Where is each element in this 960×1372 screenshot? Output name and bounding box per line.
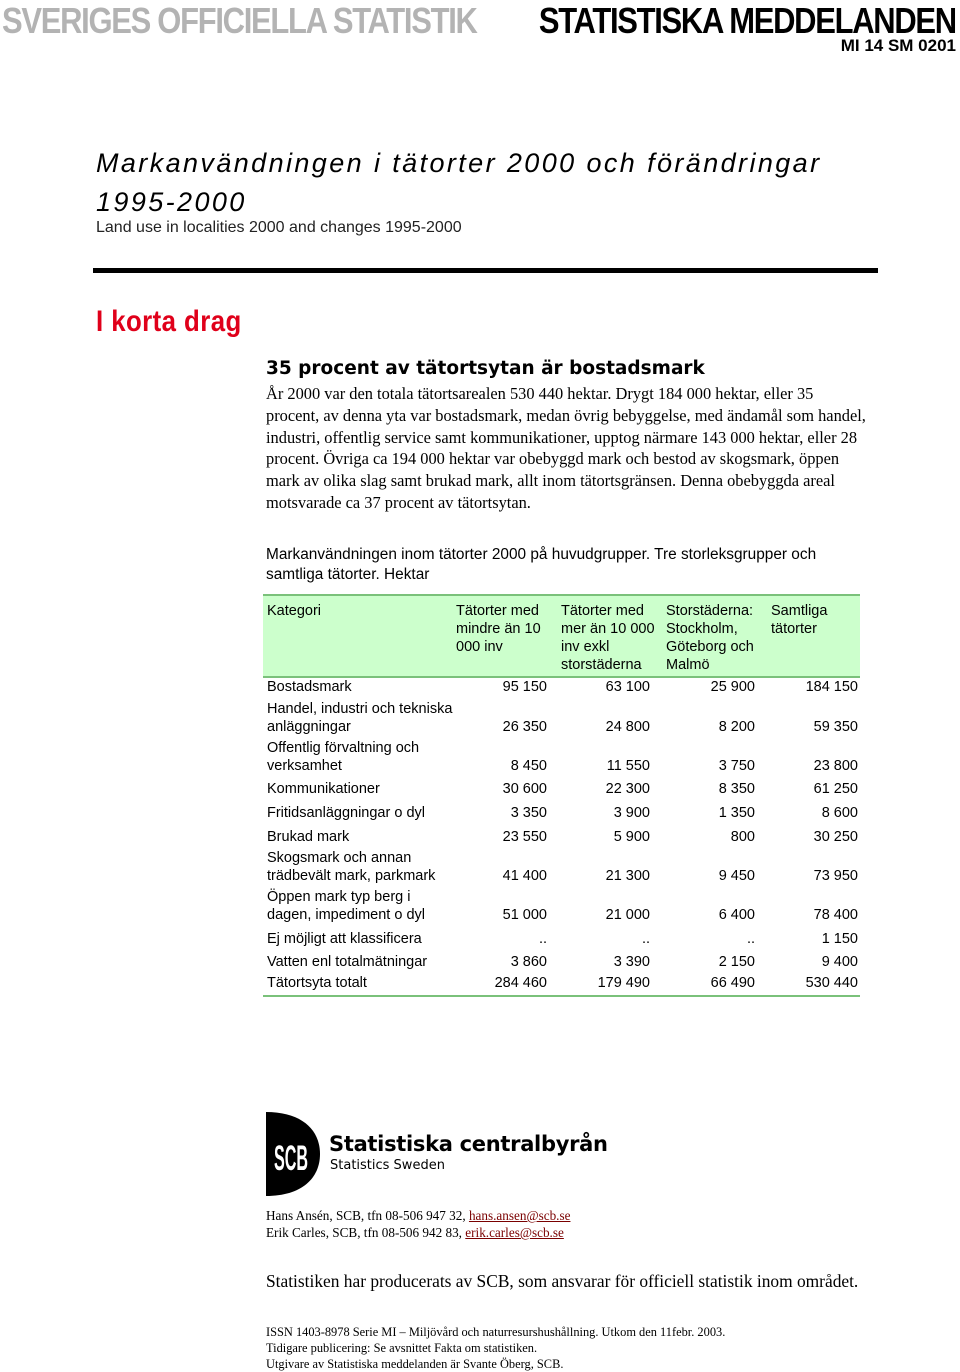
- row-label: Öppen mark typ berg i dagen, impediment o dyl: [267, 889, 425, 923]
- cell-value: 73 950: [813, 868, 858, 884]
- masthead: [0, 0, 960, 62]
- cell-value: 3 390: [613, 954, 650, 970]
- summary-heading: I korta drag: [96, 305, 242, 338]
- footer-issn: ISSN 1403-8978 Serie MI – Miljövård och naturresurshushållning. Utkom den 11febr. 2003.: [266, 1325, 726, 1339]
- summary-paragraph: [266, 383, 866, 514]
- cell-value: 8 200: [718, 719, 755, 735]
- cell-value: 25 900: [710, 679, 755, 695]
- table-row: [263, 828, 860, 846]
- cell-value: 284 460: [494, 975, 547, 991]
- table-row: [263, 953, 860, 971]
- cell-value: 22 300: [605, 781, 650, 797]
- logo-name: Statistiska centralbyrån: [329, 1132, 608, 1156]
- contact-text: Hans Ansén, SCB, tfn 08-506 947 32,: [266, 1208, 469, 1223]
- contact-email-link[interactable]: hans.ansen@scb.se: [468, 1208, 571, 1223]
- cell-value: 179 490: [597, 975, 650, 991]
- row-label: Tätortsyta totalt: [267, 975, 367, 991]
- cell-value: 184 150: [805, 679, 858, 695]
- cell-value: 530 440: [805, 975, 858, 991]
- cell-value: ..: [746, 931, 755, 947]
- cell-value: 63 100: [605, 679, 650, 695]
- table-row: [263, 888, 860, 924]
- header-large-localities: Tätorter med mer än 10 000 inv exkl storstäderna: [561, 603, 655, 673]
- footer-previous-publication: Tidigare publicering: Se avsnittet Fakta om statistiken.: [266, 1341, 538, 1355]
- cell-value: 23 550: [502, 829, 547, 845]
- cell-value: ..: [641, 931, 650, 947]
- producer-statement: Statistiken har producerats av SCB, som ansvarar för officiell statistik inom området.: [266, 1271, 859, 1291]
- cell-value: 5 900: [613, 829, 650, 845]
- cell-value: 41 400: [502, 868, 547, 884]
- cell-value: 11 550: [606, 758, 650, 774]
- row-label: Bostadsmark: [267, 679, 352, 695]
- row-label: Ej möjligt att klassificera: [267, 931, 422, 947]
- cell-value: 30 250: [813, 829, 858, 845]
- table-row: [263, 930, 860, 948]
- cell-value: 3 900: [613, 805, 650, 821]
- cell-value: 30 600: [502, 781, 547, 797]
- header-small-localities: Tätorter med mindre än 10 000 inv: [456, 603, 541, 655]
- footer-publisher: Utgivare av Statistiska meddelanden är Svante Öberg, SCB.: [266, 1357, 564, 1371]
- row-label: Handel, industri och tekniska anläggningar: [267, 701, 453, 735]
- cell-value: 3 750: [718, 758, 755, 774]
- row-label: Kommunikationer: [267, 781, 380, 797]
- logo-mark-text: SCB: [273, 1138, 309, 1178]
- cell-value: 3 350: [510, 805, 547, 821]
- cell-value: 800: [730, 829, 755, 845]
- cell-value: 51 000: [502, 907, 547, 923]
- contact-line: [266, 1224, 570, 1241]
- table-row: [263, 804, 860, 822]
- table-row-total: [263, 974, 860, 992]
- scb-logo-icon: [266, 1112, 320, 1196]
- summary-subheading: 35 procent av tätortsytan är bostadsmark: [266, 358, 705, 379]
- table-row: [263, 739, 860, 775]
- row-label: Offentlig förvaltning och verksamhet: [267, 740, 420, 774]
- publication-code: MI 14 SM 0201: [840, 36, 956, 55]
- contact-text: Erik Carles, SCB, tfn 08-506 942 83,: [266, 1225, 466, 1240]
- row-label: Fritidsanläggningar o dyl: [267, 805, 425, 821]
- series-name-left: SVERIGES OFFICIELLA STATISTIK: [2, 0, 477, 41]
- summary-paragraph-text: År 2000 var den totala tätortsarealen 530 440 hektar. Drygt 184 000 hektar, eller 35 procent, av denna yta var bostadsmark, medan övrig bebyggelse, med ändamål som handel, industri, offentlig service samt kommunikationer, upptog närmare 143 000 hektar, eller 28 procent. Övriga ca 194 000 hektar var obebyggd mark och bestod av skogsmark, öppen mark av olika slag samt brukad mark, allt inom tätortsgränsen. Denna obebyggda areal motsvarade ca 37 procent av tätortsytan.: [266, 384, 866, 512]
- cell-value: 26 350: [502, 719, 547, 735]
- cell-value: 8 600: [821, 805, 858, 821]
- cell-value: 8 450: [510, 758, 547, 774]
- title-divider: [93, 268, 878, 273]
- table-bottom-rule: [263, 995, 860, 997]
- table-row: [263, 678, 860, 696]
- table-caption: Markanvändningen inom tätorter 2000 på huvudgrupper. Tre storleksgrupper och samtliga tätorter. Hektar: [266, 546, 817, 583]
- cell-value: 6 400: [718, 907, 755, 923]
- footer: [266, 1324, 725, 1372]
- header-kategori: Kategori: [267, 603, 322, 619]
- page-subtitle-english: Land use in localities 2000 and changes 1995-2000: [96, 219, 462, 236]
- contact-email-link[interactable]: erik.carles@scb.se: [465, 1225, 564, 1240]
- cell-value: 66 490: [710, 975, 755, 991]
- cell-value: 9 400: [821, 954, 858, 970]
- cell-value: 1 150: [821, 931, 858, 947]
- cell-value: 24 800: [605, 719, 650, 735]
- cell-value: 8 350: [718, 781, 755, 797]
- series-name-right: STATISTISKA MEDDELANDEN: [539, 0, 956, 41]
- cell-value: 78 400: [813, 907, 858, 923]
- cell-value: 1 350: [718, 805, 755, 821]
- header-metropolitan: Storstäderna: Stockholm, Göteborg och Malmö: [666, 603, 754, 673]
- cell-value: 21 300: [605, 868, 650, 884]
- header-all-localities: Samtliga tätorter: [771, 603, 828, 637]
- cell-value: 2 150: [718, 954, 755, 970]
- logo-subtitle: Statistics Sweden: [330, 1158, 445, 1173]
- cell-value: 59 350: [813, 719, 858, 735]
- table-row: [263, 849, 860, 885]
- row-label: Skogsmark och annan trädbevält mark, parkmark: [267, 850, 436, 884]
- cell-value: 9 450: [718, 868, 755, 884]
- row-label: Brukad mark: [267, 829, 350, 845]
- contacts: [266, 1207, 570, 1241]
- cell-value: 95 150: [502, 679, 547, 695]
- cell-value: ..: [538, 931, 547, 947]
- cell-value: 21 000: [605, 907, 650, 923]
- cell-value: 3 860: [510, 954, 547, 970]
- row-label: Vatten enl totalmätningar: [267, 954, 428, 970]
- cell-value: 23 800: [813, 758, 858, 774]
- scb-logo: [266, 1112, 606, 1196]
- page-title: Markanvändningen i tätorter 2000 och förändringar 1995-2000: [96, 148, 822, 217]
- table-row: [263, 700, 860, 736]
- contact-line: [266, 1207, 570, 1224]
- cell-value: 61 250: [813, 781, 858, 797]
- table-row: [263, 780, 860, 798]
- table-header: [263, 594, 860, 678]
